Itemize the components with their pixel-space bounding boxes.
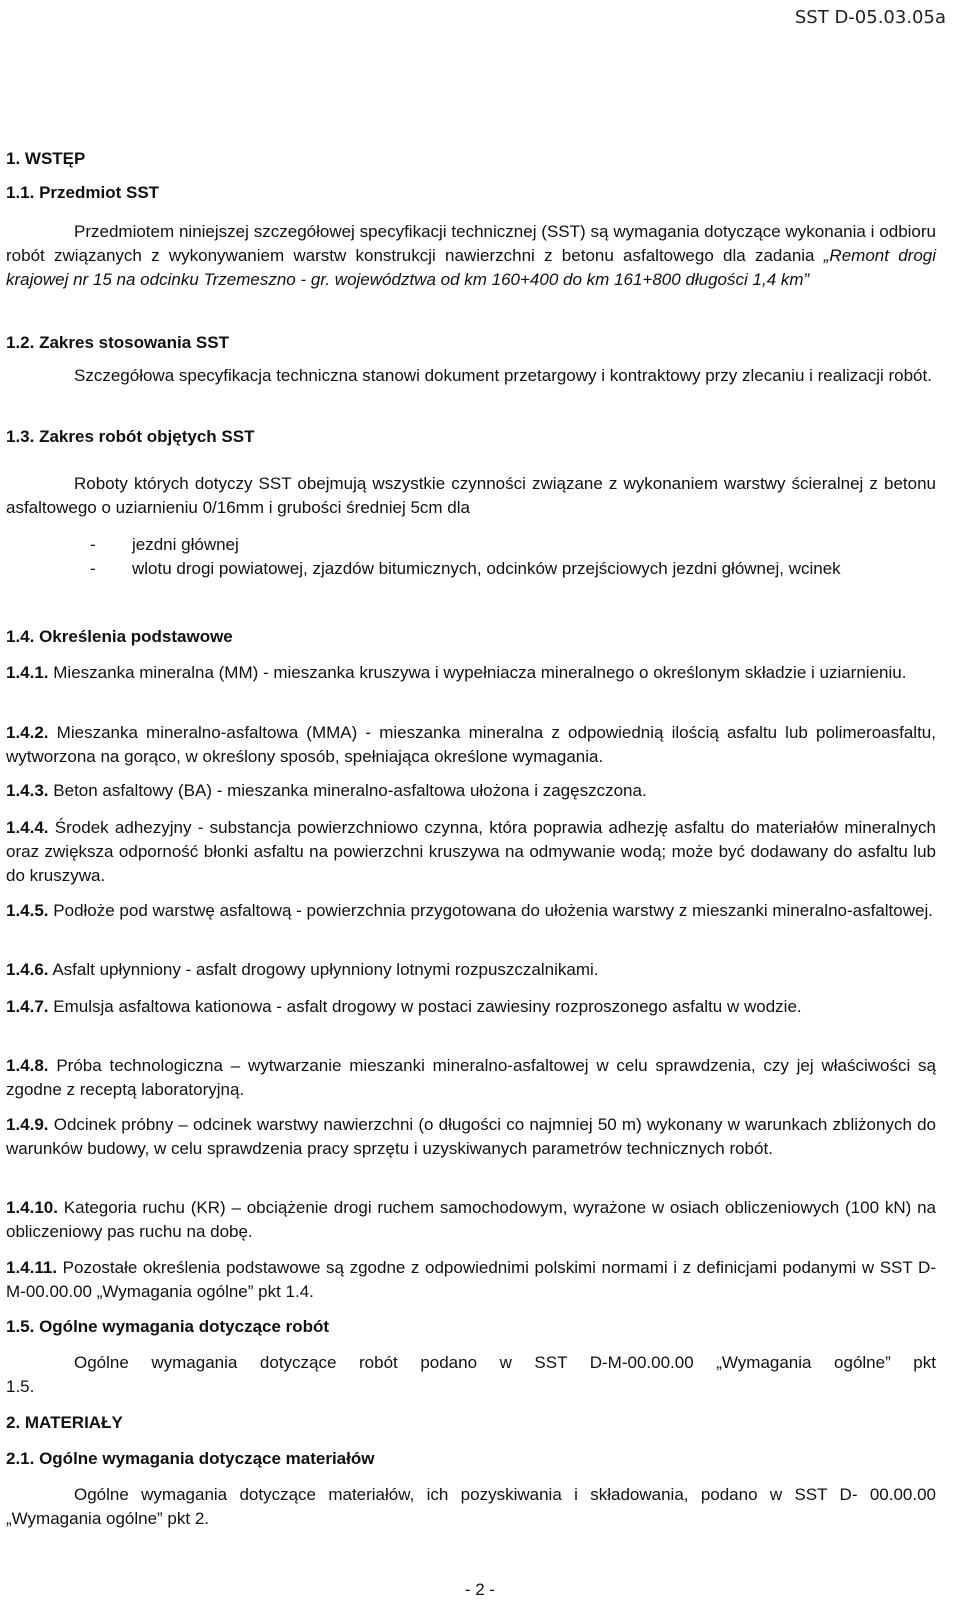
definition-text: Emulsja asfaltowa kationowa - asfalt drogowy w postaci zawiesiny rozproszonego asfaltu w wodzie. xyxy=(48,997,802,1016)
definition-1-4-8 xyxy=(6,1054,936,1102)
section-1-3-paragraph: Roboty których dotyczy SST obejmują wszystkie czynności związane z wykonaniem warstwy ścieralnej z betonu asfaltowego o uziarnieniu 0/16mm i grubości średniej 5cm dla xyxy=(6,474,936,517)
section-1-1-paragraph xyxy=(6,220,936,292)
definition-1-4-5 xyxy=(6,899,936,923)
definition-1-4-7 xyxy=(6,995,936,1019)
definition-1-4-3 xyxy=(6,779,936,803)
definition-1-4-4 xyxy=(6,816,936,888)
section-1-3-heading: 1.3. Zakres robót objętych SST xyxy=(6,427,255,446)
section-1-5-paragraph: Ogólne wymagania dotyczące robót podano w SST D-M-00.00.00 „Wymagania ogólne” pkt xyxy=(74,1353,936,1372)
section-2-1-paragraph: Ogólne wymagania dotyczące materiałów, ich pozyskiwania i składowania, podano w SST D- 00.00.00 „Wymagania ogólne” pkt 2. xyxy=(6,1485,936,1528)
definition-number: 1.4.8. xyxy=(6,1056,49,1075)
section-1-5-heading: 1.5. Ogólne wymagania dotyczące robót xyxy=(6,1317,330,1336)
definition-number: 1.4.2. xyxy=(6,723,49,742)
definition-1-4-1 xyxy=(6,661,936,685)
section-1-4-heading: 1.4. Określenia podstawowe xyxy=(6,627,233,646)
definition-1-4-9 xyxy=(6,1113,936,1161)
section-1-2-heading: 1.2. Zakres stosowania SST xyxy=(6,333,229,352)
definition-number: 1.4.3. xyxy=(6,781,49,800)
section-1-1-heading: 1.1. Przedmiot SST xyxy=(6,183,160,202)
definition-1-4-10 xyxy=(6,1196,936,1244)
section-1-1-text: Przedmiotem niniejszej szczegółowej specyfikacji technicznej (SST) są wymagania dotyczące wykonania i odbioru robót związanych z wykonywaniem warstw konstrukcji nawierzchni z betonu asfaltowego dla zadania xyxy=(6,222,936,265)
definition-text: Środek adhezyjny - substancja powierzchniowo czynna, która poprawia adhezję asfaltu do materiałów mineralnych oraz zwiększa odporność błonki asfaltu na powierzchni kruszywa na odmywanie wodą; może być dodawany do asfaltu lub do kruszywa. xyxy=(6,818,936,885)
definition-number: 1.4.11. xyxy=(6,1258,58,1277)
page-number: - 2 - xyxy=(464,1580,496,1599)
definition-text: Asfalt upłynniony - asfalt drogowy upłynniony lotnymi rozpuszczalnikami. xyxy=(48,960,599,979)
definition-number: 1.4.7. xyxy=(6,997,49,1016)
section-1-5-trail: 1.5. xyxy=(6,1377,35,1396)
definition-text: Próba technologiczna – wytwarzanie mieszanki mineralno-asfaltowej w celu sprawdzenia, czy jej właściwości są zgodne z receptą laboratoryjną. xyxy=(6,1056,936,1099)
definition-text: Kategoria ruchu (KR) – obciążenie drogi ruchem samochodowym, wyrażone w osiach obliczeniowych (100 kN) na obliczeniowy pas ruchu na dobę. xyxy=(6,1198,936,1241)
list-item-text: jezdni głównej xyxy=(132,535,239,554)
task-name: „Remont drogi krajowej nr 15 na odcinku Trzemeszno - gr. województwa od km 160+400 do km 161+800 długości 1,4 km” xyxy=(6,246,936,289)
definition-text: Podłoże pod warstwę asfaltową - powierzchnia przygotowana do ułożenia warstwy z mieszanki mineralno-asfaltowej. xyxy=(48,901,933,920)
definition-number: 1.4.10. xyxy=(6,1198,58,1217)
list-dash: - xyxy=(90,535,96,554)
section-2-heading: 2. MATERIAŁY xyxy=(6,1413,123,1432)
definition-text: Pozostałe określenia podstawowe są zgodne z odpowiednimi polskimi normami i z definicjami podanymi w SST D-M-00.00.00 „Wymagania ogólne” pkt 1.4. xyxy=(6,1258,936,1301)
list-item xyxy=(90,533,936,557)
section-2-1-heading: 2.1. Ogólne wymagania dotyczące materiałów xyxy=(6,1449,375,1468)
definition-1-4-6 xyxy=(6,958,936,982)
definition-number: 1.4.9. xyxy=(6,1115,49,1134)
section-1-heading: 1. WSTĘP xyxy=(6,149,86,168)
list-dash: - xyxy=(90,559,96,578)
definition-number: 1.4.1. xyxy=(6,663,49,682)
definition-text: Odcinek próbny – odcinek warstwy nawierzchni (o długości co najmniej 50 m) wykonany w warunkach zbliżonych do warunków budowy, w celu sprawdzenia pracy sprzętu i uzyskiwanych parametrów technicznych robót. xyxy=(6,1115,936,1158)
definition-text: Mieszanka mineralno-asfaltowa (MMA) - mieszanka mineralna z odpowiednią ilością asfaltu lub polimeroasfaltu, wytworzona na gorąco, w określony sposób, spełniająca określone wymagania. xyxy=(6,723,936,766)
definition-number: 1.4.5. xyxy=(6,901,49,920)
definition-text: Mieszanka mineralna (MM) - mieszanka kruszywa i wypełniacza mineralnego o określonym składzie i uziarnieniu. xyxy=(48,663,907,682)
definition-number: 1.4.6. xyxy=(6,960,49,979)
document-code: SST D-05.03.05a xyxy=(794,7,946,28)
list-item-text: wlotu drogi powiatowej, zjazdów bitumicznych, odcinków przejściowych jezdni głównej, wcinek xyxy=(132,559,841,578)
section-1-2-paragraph: Szczegółowa specyfikacja techniczna stanowi dokument przetargowy i kontraktowy przy zlecaniu i realizacji robót. xyxy=(74,366,932,385)
definition-text: Beton asfaltowy (BA) - mieszanka mineralno-asfaltowa ułożona i zagęszczona. xyxy=(48,781,647,800)
definition-number: 1.4.4. xyxy=(6,818,49,837)
definition-1-4-11 xyxy=(6,1256,936,1304)
list-item xyxy=(90,557,936,581)
definition-1-4-2 xyxy=(6,721,936,769)
